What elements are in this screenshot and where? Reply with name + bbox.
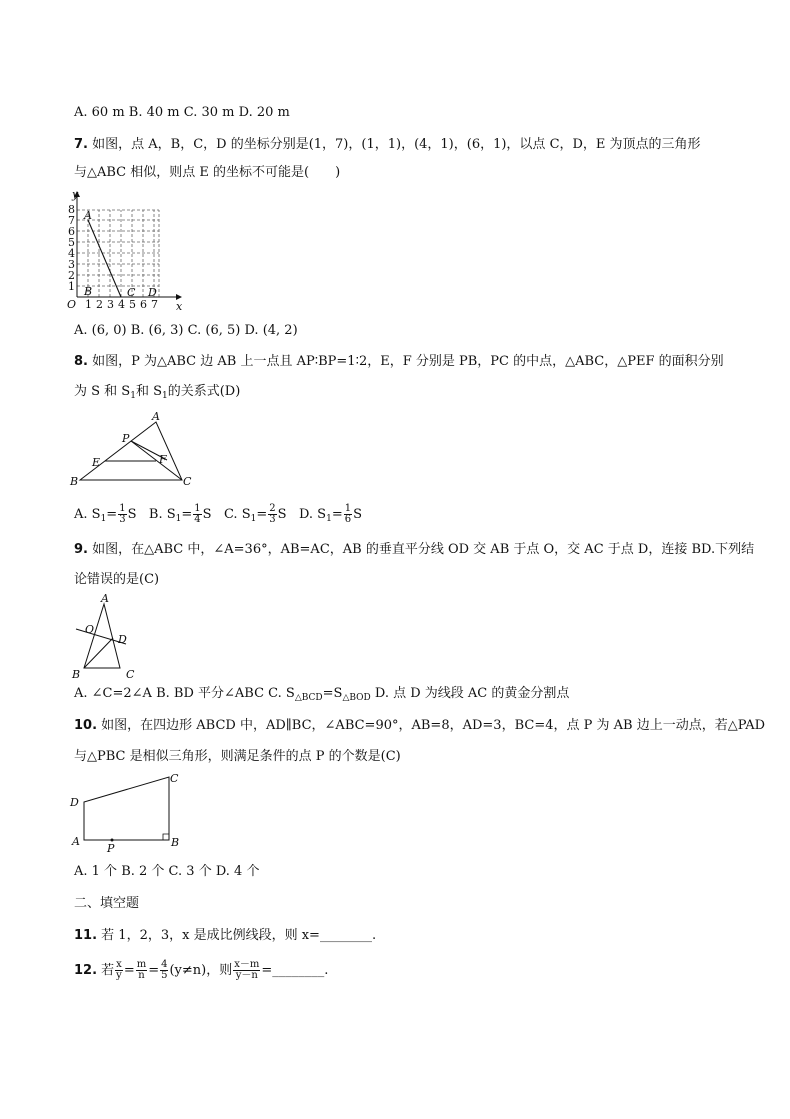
q10-label-A: A bbox=[72, 835, 80, 848]
x-tick-label: 4 bbox=[118, 298, 125, 311]
q8-opt-a-eq: = bbox=[106, 507, 118, 522]
q10-text1: 如图，在四边形 ABCD 中，AD∥BC，∠ABC=90°，AB=8，AD=3，BC=4，点 P 为 AB 边上一动点，若△PAD bbox=[97, 718, 766, 733]
x-tick-label: 6 bbox=[140, 298, 147, 311]
origin-label: O bbox=[67, 298, 77, 311]
q8-opt-a: A. S bbox=[74, 507, 101, 522]
frac-num: 2 bbox=[269, 503, 276, 514]
x-tick-label: 5 bbox=[129, 298, 136, 311]
q8-sub2: 1 bbox=[162, 391, 168, 401]
q10-label-P: P bbox=[107, 842, 115, 855]
q8-label-B: B bbox=[70, 475, 79, 488]
q9-label-O: O bbox=[85, 623, 95, 636]
q8-label-C: C bbox=[183, 475, 192, 488]
q9-opt-d: D. 点 D 为线段 AC 的黄金分割点 bbox=[370, 686, 570, 701]
q8-text1: 如图，P 为△ABC 边 AB 上一点且 AP∶BP=1∶2，E，F 分别是 PB，PC 的中点，△ABC，△PEF 的面积分别 bbox=[87, 354, 724, 369]
segment-AC bbox=[88, 220, 121, 297]
q8-opt-c-s: S bbox=[277, 507, 287, 522]
q8-line1 bbox=[74, 353, 724, 371]
point-D-label: D bbox=[148, 286, 157, 299]
q8-opt-b-sub: 1 bbox=[175, 514, 182, 524]
q8-text2b: 和 S bbox=[135, 384, 162, 399]
frac-num: 4 bbox=[161, 959, 168, 970]
q9-number: 9. bbox=[74, 542, 88, 557]
y-tick-label: 4 bbox=[68, 247, 75, 260]
q12-answer-blank[interactable]: ________ bbox=[272, 963, 325, 978]
q8-label-A: A bbox=[152, 410, 160, 423]
q11-number: 11. bbox=[74, 928, 98, 943]
point-C-label: C bbox=[127, 286, 136, 299]
frac-den: n bbox=[138, 970, 145, 981]
q10-number: 10. bbox=[74, 718, 98, 733]
q9-text1: 如图，在△ABC 中，∠A=36°，AB=AC，AB 的垂直平分线 OD 交 AB 于点 O，交 AC 于点 D，连接 BD.下列结 bbox=[87, 542, 755, 557]
q8-sub: 1 bbox=[130, 391, 136, 401]
x-tick-label: 2 bbox=[96, 298, 103, 311]
q8-line2 bbox=[74, 383, 240, 405]
q12-frac-45 bbox=[160, 960, 168, 981]
frac-den: 6 bbox=[344, 514, 352, 525]
q8-opt-d-eq: = bbox=[331, 507, 343, 522]
q9-line1 bbox=[74, 541, 754, 559]
q9-triangle-figure bbox=[66, 592, 150, 682]
y-tick-label: 1 bbox=[68, 280, 75, 293]
q8-opt-a-sub: 1 bbox=[100, 514, 107, 524]
point-B-label: B bbox=[84, 285, 93, 298]
x-tick-label: 3 bbox=[107, 298, 114, 311]
q11-text: 若 1，2，3，x 是成比例线段，则 x= bbox=[97, 928, 320, 943]
q8-opt-c: C. S bbox=[223, 507, 251, 522]
x-axis-label: x bbox=[176, 300, 183, 313]
y-tick-label: 3 bbox=[68, 258, 75, 271]
q9-opt-sub1: △BCD bbox=[294, 693, 323, 703]
q7-options: A. (6, 0) B. (6, 3) C. (6, 5) D. (4, 2) bbox=[74, 323, 298, 338]
q8-opt-b-eq: = bbox=[181, 507, 193, 522]
q8-opt-b-frac bbox=[193, 504, 201, 525]
q8-opt-b: B. S bbox=[148, 507, 176, 522]
frac-num: x－m bbox=[234, 959, 260, 970]
q9-line2: 论错误的是(C) bbox=[74, 572, 160, 587]
q8-text2a: 为 S 和 S bbox=[74, 384, 131, 399]
q10-line2: 与△PBC 是相似三角形，则满足条件的点 P 的个数是(C) bbox=[74, 749, 401, 764]
q12-end: . bbox=[324, 963, 329, 978]
frac-num: 1 bbox=[194, 503, 201, 514]
frac-den: y－n bbox=[235, 970, 258, 981]
y-tick-label: 7 bbox=[68, 214, 75, 227]
q12-line bbox=[74, 958, 328, 984]
x-tick-label: 7 bbox=[151, 298, 158, 311]
x-tick-label: 1 bbox=[85, 298, 92, 311]
q8-text2c: 的关系式(D) bbox=[167, 384, 241, 399]
y-axis-label: y bbox=[72, 188, 79, 201]
y-tick-label: 5 bbox=[68, 236, 75, 249]
q9-options bbox=[74, 685, 569, 707]
q10-label-B: B bbox=[171, 836, 180, 849]
q12-eq1: = bbox=[123, 963, 135, 978]
q8-opt-d-s: S bbox=[353, 507, 362, 522]
q10-label-C: C bbox=[170, 772, 179, 785]
q10-label-D: D bbox=[70, 796, 79, 809]
frac-num: m bbox=[136, 959, 147, 970]
q8-opt-d: D. S bbox=[298, 507, 327, 522]
q10-options: A. 1 个 B. 2 个 C. 3 个 D. 4 个 bbox=[74, 864, 260, 879]
q8-label-E: E bbox=[92, 456, 101, 469]
q9-label-B: B bbox=[72, 668, 81, 681]
q9-label-C: C bbox=[126, 668, 135, 681]
frac-num: 1 bbox=[119, 503, 126, 514]
q8-options bbox=[74, 504, 362, 528]
q8-opt-d-frac bbox=[344, 504, 352, 525]
q8-number: 8. bbox=[74, 354, 88, 369]
q9-opt-eq: =S bbox=[322, 686, 343, 701]
q7-number: 7. bbox=[74, 137, 88, 152]
q7-line2: 与△ABC 相似，则点 E 的坐标不可能是( ) bbox=[74, 165, 341, 180]
q10-line1 bbox=[74, 717, 765, 735]
y-tick-label: 2 bbox=[68, 269, 75, 282]
q8-label-F: F bbox=[159, 453, 167, 466]
q8-triangle-figure bbox=[66, 408, 206, 490]
q8-opt-b-s: S bbox=[202, 507, 212, 522]
q8-opt-a-s: S bbox=[127, 507, 137, 522]
q9-label-D: D bbox=[118, 633, 127, 646]
q8-opt-c-sub: 1 bbox=[250, 514, 257, 524]
point-A-label: A bbox=[84, 209, 92, 222]
frac-den: 5 bbox=[161, 970, 168, 981]
q7-text1: 如图，点 A，B，C，D 的坐标分别是(1，7)，(1，1)，(4，1)，(6，1)，以点 C，D，E 为顶点的三角形 bbox=[87, 137, 701, 152]
q10-quadrilateral-figure bbox=[66, 768, 196, 858]
q12-number: 12. bbox=[74, 963, 98, 978]
y-tick-label: 8 bbox=[68, 203, 75, 216]
q8-opt-a-frac bbox=[118, 504, 126, 525]
q7-coordinate-figure bbox=[66, 188, 186, 316]
q8-opt-d-sub: 1 bbox=[326, 514, 332, 524]
q12-eq3: = bbox=[261, 963, 273, 978]
frac-den: 3 bbox=[269, 514, 276, 525]
q12-frac-mn bbox=[136, 960, 147, 981]
q8-label-P: P bbox=[122, 432, 130, 445]
y-tick-label: 6 bbox=[68, 225, 75, 238]
frac-num: x bbox=[116, 959, 122, 970]
q9-opt-abc: A. ∠C=2∠A B. BD 平分∠ABC C. S bbox=[74, 686, 295, 701]
frac-num: 1 bbox=[344, 503, 352, 514]
q9-label-A: A bbox=[101, 592, 109, 605]
q12-frac-result bbox=[233, 960, 260, 981]
q11-answer-blank[interactable]: ________ bbox=[319, 928, 372, 943]
section-heading: 二、填空题 bbox=[74, 896, 140, 911]
frac-den: 3 bbox=[119, 514, 126, 525]
frac-den: y bbox=[116, 970, 122, 981]
frac-den: 4 bbox=[194, 514, 201, 525]
q12-eq2: = bbox=[148, 963, 160, 978]
q8-opt-c-frac bbox=[268, 504, 276, 525]
q12-pre: 若 bbox=[97, 963, 115, 978]
q11-line bbox=[74, 927, 376, 945]
q9-opt-sub2: △BOD bbox=[342, 693, 371, 703]
q6-options: A. 60 m B. 40 m C. 30 m D. 20 m bbox=[74, 105, 290, 120]
q7-line1 bbox=[74, 136, 701, 154]
q12-cond: (y≠n)，则 bbox=[169, 963, 233, 978]
q12-frac-xy bbox=[115, 960, 123, 981]
q11-end: . bbox=[371, 928, 377, 943]
q8-opt-c-eq: = bbox=[256, 507, 268, 522]
